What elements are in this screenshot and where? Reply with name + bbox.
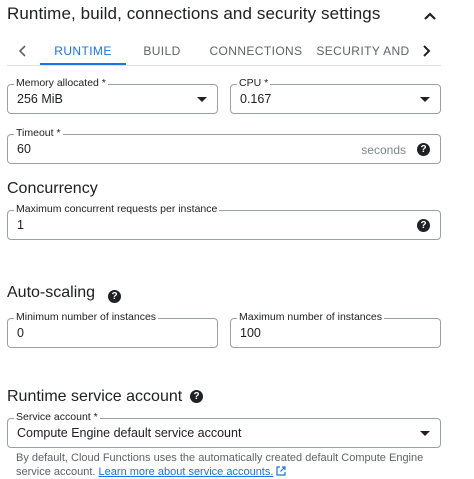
- service-account-help-text: [16, 451, 436, 479]
- tab-security[interactable]: SECURITY AND: [316, 44, 410, 58]
- timeout-value: 60: [17, 142, 31, 156]
- arrow-drop-down-icon: [420, 97, 430, 102]
- tab-bar: [0, 36, 474, 66]
- max-concurrent-requests-value: 1: [17, 218, 24, 232]
- memory-select[interactable]: [7, 77, 218, 114]
- open-in-new-icon[interactable]: [276, 466, 286, 476]
- timeout-input[interactable]: [7, 127, 441, 164]
- cpu-value: 0.167: [240, 92, 272, 106]
- tab-build[interactable]: BUILD: [143, 44, 181, 58]
- service-account-heading: Runtime service account: [7, 388, 183, 405]
- help-icon[interactable]: ?: [417, 143, 430, 156]
- cpu-label: CPU *: [239, 77, 269, 89]
- tab-scroll-right-button[interactable]: [412, 36, 442, 66]
- chevron-up-icon: [418, 4, 442, 28]
- tab-runtime[interactable]: RUNTIME: [54, 44, 112, 58]
- min-instances-input[interactable]: [7, 311, 218, 348]
- timeout-label: Timeout *: [16, 127, 61, 139]
- max-concurrent-requests-input[interactable]: [7, 203, 441, 240]
- service-account-select[interactable]: [7, 411, 441, 448]
- arrow-drop-down-icon: [197, 97, 207, 102]
- learn-more-link[interactable]: Learn more about service accounts.: [98, 466, 274, 478]
- min-instances-label: Minimum number of instances: [16, 311, 157, 323]
- help-icon[interactable]: ?: [190, 390, 203, 403]
- collapse-button[interactable]: [418, 4, 442, 28]
- tabs-divider: [7, 65, 441, 66]
- concurrency-heading: Concurrency: [7, 180, 98, 197]
- memory-value: 256 MiB: [17, 92, 63, 106]
- service-account-value: Compute Engine default service account: [17, 426, 242, 440]
- max-concurrent-requests-label: Maximum concurrent requests per instance: [16, 203, 218, 215]
- timeout-unit: seconds: [361, 143, 406, 157]
- help-icon[interactable]: ?: [417, 219, 430, 232]
- tab-scroll-left-button[interactable]: [7, 36, 37, 66]
- cpu-select[interactable]: [230, 77, 441, 114]
- service-account-label: Service account *: [16, 411, 98, 423]
- section-title: Runtime, build, connections and security settings: [7, 4, 381, 23]
- service-account-description: By default, Cloud Functions uses the automatically created default Compute Engine service account.: [16, 452, 424, 478]
- arrow-drop-down-icon: [420, 431, 430, 436]
- chevron-left-icon: [7, 36, 37, 66]
- min-instances-value: 0: [17, 326, 24, 340]
- max-instances-label: Maximum number of instances: [239, 311, 382, 323]
- max-instances-value: 100: [240, 326, 261, 340]
- autoscaling-heading: Auto-scaling: [7, 284, 96, 301]
- memory-label: Memory allocated *: [16, 77, 106, 89]
- max-instances-input[interactable]: [230, 311, 441, 348]
- tab-connections[interactable]: CONNECTIONS: [209, 44, 303, 58]
- chevron-right-icon: [412, 36, 442, 66]
- help-icon[interactable]: ?: [108, 290, 121, 303]
